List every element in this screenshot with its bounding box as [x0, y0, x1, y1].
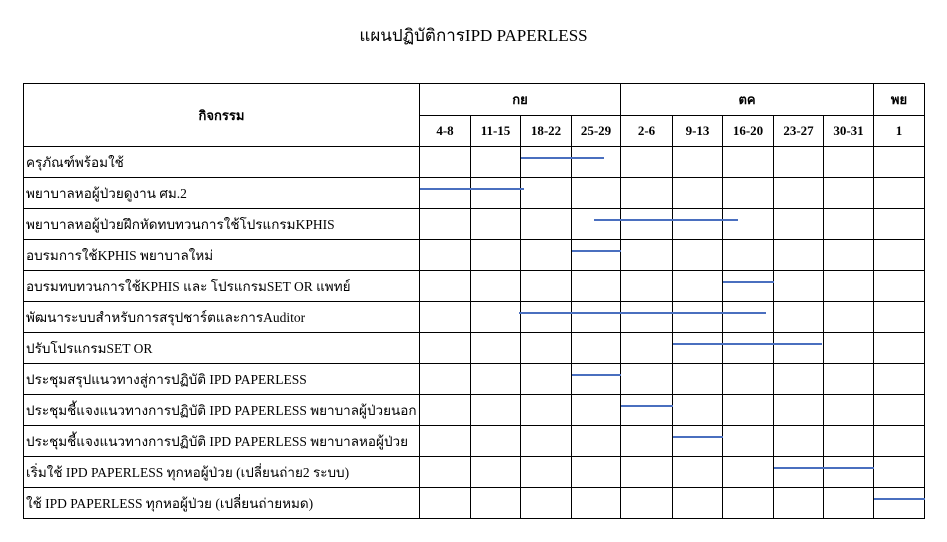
week-cell — [723, 333, 774, 364]
week-cell — [572, 426, 621, 457]
week-cell — [874, 302, 925, 333]
week-cell — [471, 209, 521, 240]
task-label: อบรมทบทวนการใช้KPHIS และ โปรแกรมSET OR แพทย์ — [24, 271, 420, 302]
task-row — [24, 178, 925, 209]
week-header: 11-15 — [471, 116, 521, 147]
task-row — [24, 240, 925, 271]
week-cell — [521, 302, 572, 333]
month-header-row — [24, 84, 925, 116]
week-cell — [774, 333, 824, 364]
week-cell — [471, 395, 521, 426]
week-cell — [420, 302, 471, 333]
month-header-oct: ตค — [621, 84, 874, 116]
gantt-bar — [594, 219, 738, 221]
gantt-bar — [572, 250, 621, 252]
week-cell — [723, 395, 774, 426]
week-cell — [572, 302, 621, 333]
task-label: ประชุมชี้แจงแนวทางการปฏิบัติ IPD PAPERLESS พยาบาลผู้ป่วยนอก — [24, 395, 420, 426]
week-header: 9-13 — [673, 116, 723, 147]
week-cell — [774, 178, 824, 209]
week-cell — [824, 147, 874, 178]
week-cell — [774, 488, 824, 519]
week-header: 2-6 — [621, 116, 673, 147]
week-cell — [874, 178, 925, 209]
task-label: ครุภัณฑ์พร้อมใช้ — [24, 147, 420, 178]
week-cell — [420, 457, 471, 488]
week-cell — [572, 240, 621, 271]
week-header: 25-29 — [572, 116, 621, 147]
week-cell — [621, 178, 673, 209]
week-cell — [521, 209, 572, 240]
week-cell — [621, 240, 673, 271]
week-cell — [673, 240, 723, 271]
task-row — [24, 147, 925, 178]
week-cell — [723, 364, 774, 395]
week-cell — [621, 147, 673, 178]
week-cell — [521, 364, 572, 395]
week-cell — [723, 178, 774, 209]
task-label: พัฒนาระบบสำหรับการสรุปชาร์ตและการAuditor — [24, 302, 420, 333]
week-cell — [621, 333, 673, 364]
task-label: พยาบาลหอผู้ป่วยฝึกหัดทบทวนการใช้โปรแกรมKPHIS — [24, 209, 420, 240]
month-header-nov: พย — [874, 84, 925, 116]
task-row — [24, 395, 925, 426]
week-cell — [420, 488, 471, 519]
gantt-bar — [774, 467, 874, 469]
week-cell — [420, 364, 471, 395]
week-cell — [673, 333, 723, 364]
week-cell — [621, 271, 673, 302]
week-cell — [824, 302, 874, 333]
week-cell — [471, 271, 521, 302]
gantt-bar — [673, 436, 723, 438]
week-cell — [774, 302, 824, 333]
week-header: 18-22 — [521, 116, 572, 147]
week-cell — [420, 147, 471, 178]
week-cell — [824, 333, 874, 364]
week-cell — [673, 271, 723, 302]
week-cell — [673, 488, 723, 519]
week-cell — [723, 302, 774, 333]
week-cell — [723, 240, 774, 271]
task-row — [24, 271, 925, 302]
task-label: ปรับโปรแกรมSET OR — [24, 333, 420, 364]
gantt-bar — [521, 157, 604, 159]
activity-header: กิจกรรม — [24, 84, 420, 147]
task-row — [24, 209, 925, 240]
gantt-bar — [621, 405, 673, 407]
week-cell — [774, 364, 824, 395]
task-row — [24, 488, 925, 519]
week-cell — [471, 364, 521, 395]
week-cell — [824, 457, 874, 488]
task-label: ใช้ IPD PAPERLESS ทุกหอผู้ป่วย (เปลี่ยนถ่ายหมด) — [24, 488, 420, 519]
week-cell — [521, 395, 572, 426]
week-cell — [874, 209, 925, 240]
page-title: แผนปฏิบัติการIPD PAPERLESS — [359, 26, 588, 45]
week-cell — [774, 147, 824, 178]
week-cell — [521, 178, 572, 209]
task-label: อบรมการใช้KPHIS พยาบาลใหม่ — [24, 240, 420, 271]
week-cell — [521, 488, 572, 519]
week-cell — [673, 364, 723, 395]
task-label: ประชุมชี้แจงแนวทางการปฏิบัติ IPD PAPERLESS พยาบาลหอผู้ป่วย — [24, 426, 420, 457]
week-cell — [471, 240, 521, 271]
month-header-sep: กย — [420, 84, 621, 116]
week-cell — [774, 240, 824, 271]
week-cell — [521, 271, 572, 302]
gantt-bar — [519, 312, 767, 314]
gantt-bar — [572, 374, 621, 376]
task-row — [24, 426, 925, 457]
week-cell — [572, 488, 621, 519]
task-row — [24, 364, 925, 395]
week-cell — [874, 240, 925, 271]
week-cell — [824, 426, 874, 457]
task-row — [24, 333, 925, 364]
week-cell — [621, 395, 673, 426]
task-row — [24, 302, 925, 333]
week-cell — [521, 426, 572, 457]
week-cell — [723, 147, 774, 178]
week-cell — [874, 147, 925, 178]
week-cell — [874, 333, 925, 364]
week-cell — [824, 488, 874, 519]
week-cell — [471, 302, 521, 333]
week-cell — [471, 147, 521, 178]
week-cell — [471, 457, 521, 488]
week-cell — [673, 209, 723, 240]
week-cell — [673, 426, 723, 457]
week-cell — [673, 178, 723, 209]
week-cell — [521, 457, 572, 488]
week-cell — [824, 209, 874, 240]
week-cell — [723, 488, 774, 519]
week-cell — [471, 333, 521, 364]
task-label: พยาบาลหอผู้ป่วยดูงาน ศม.2 — [24, 178, 420, 209]
week-cell — [621, 426, 673, 457]
week-header: 16-20 — [723, 116, 774, 147]
task-row — [24, 457, 925, 488]
week-cell — [420, 271, 471, 302]
week-cell — [420, 209, 471, 240]
week-cell — [621, 209, 673, 240]
week-cell — [774, 395, 824, 426]
task-label: เริ่มใช้ IPD PAPERLESS ทุกหอผู้ป่วย (เปลี่ยนถ่าย2 ระบบ) — [24, 457, 420, 488]
week-cell — [471, 488, 521, 519]
week-cell — [824, 271, 874, 302]
week-header: 4-8 — [420, 116, 471, 147]
week-header: 1 — [874, 116, 925, 147]
week-cell — [824, 364, 874, 395]
week-cell — [723, 457, 774, 488]
week-cell — [621, 457, 673, 488]
week-cell — [774, 271, 824, 302]
week-cell — [874, 271, 925, 302]
week-cell — [874, 395, 925, 426]
week-cell — [471, 178, 521, 209]
week-header: 23-27 — [774, 116, 824, 147]
week-cell — [673, 147, 723, 178]
week-cell — [673, 302, 723, 333]
week-cell — [471, 426, 521, 457]
week-cell — [723, 209, 774, 240]
week-cell — [572, 209, 621, 240]
task-label: ประชุมสรุปแนวทางสู่การปฏิบัติ IPD PAPERLESS — [24, 364, 420, 395]
week-cell — [521, 333, 572, 364]
week-cell — [572, 333, 621, 364]
week-cell — [420, 178, 471, 209]
week-cell — [521, 240, 572, 271]
week-cell — [420, 240, 471, 271]
week-cell — [774, 209, 824, 240]
week-cell — [621, 488, 673, 519]
week-cell — [572, 271, 621, 302]
week-cell — [621, 302, 673, 333]
week-cell — [723, 426, 774, 457]
week-cell — [874, 364, 925, 395]
week-cell — [572, 178, 621, 209]
week-cell — [420, 333, 471, 364]
week-cell — [621, 364, 673, 395]
week-cell — [874, 488, 925, 519]
week-cell — [572, 395, 621, 426]
week-cell — [824, 240, 874, 271]
gantt-bar — [420, 188, 524, 190]
week-cell — [673, 395, 723, 426]
gantt-table — [23, 83, 925, 519]
week-cell — [420, 395, 471, 426]
week-cell — [824, 178, 874, 209]
week-cell — [824, 395, 874, 426]
week-header: 30-31 — [824, 116, 874, 147]
gantt-bar — [874, 498, 925, 500]
week-cell — [774, 426, 824, 457]
gantt-bar — [673, 343, 822, 345]
week-cell — [521, 147, 572, 178]
week-cell — [723, 271, 774, 302]
week-cell — [572, 457, 621, 488]
week-cell — [774, 457, 824, 488]
week-cell — [673, 457, 723, 488]
week-cell — [874, 457, 925, 488]
week-cell — [572, 147, 621, 178]
week-cell — [874, 426, 925, 457]
gantt-bar — [723, 281, 774, 283]
week-cell — [572, 364, 621, 395]
week-cell — [420, 426, 471, 457]
